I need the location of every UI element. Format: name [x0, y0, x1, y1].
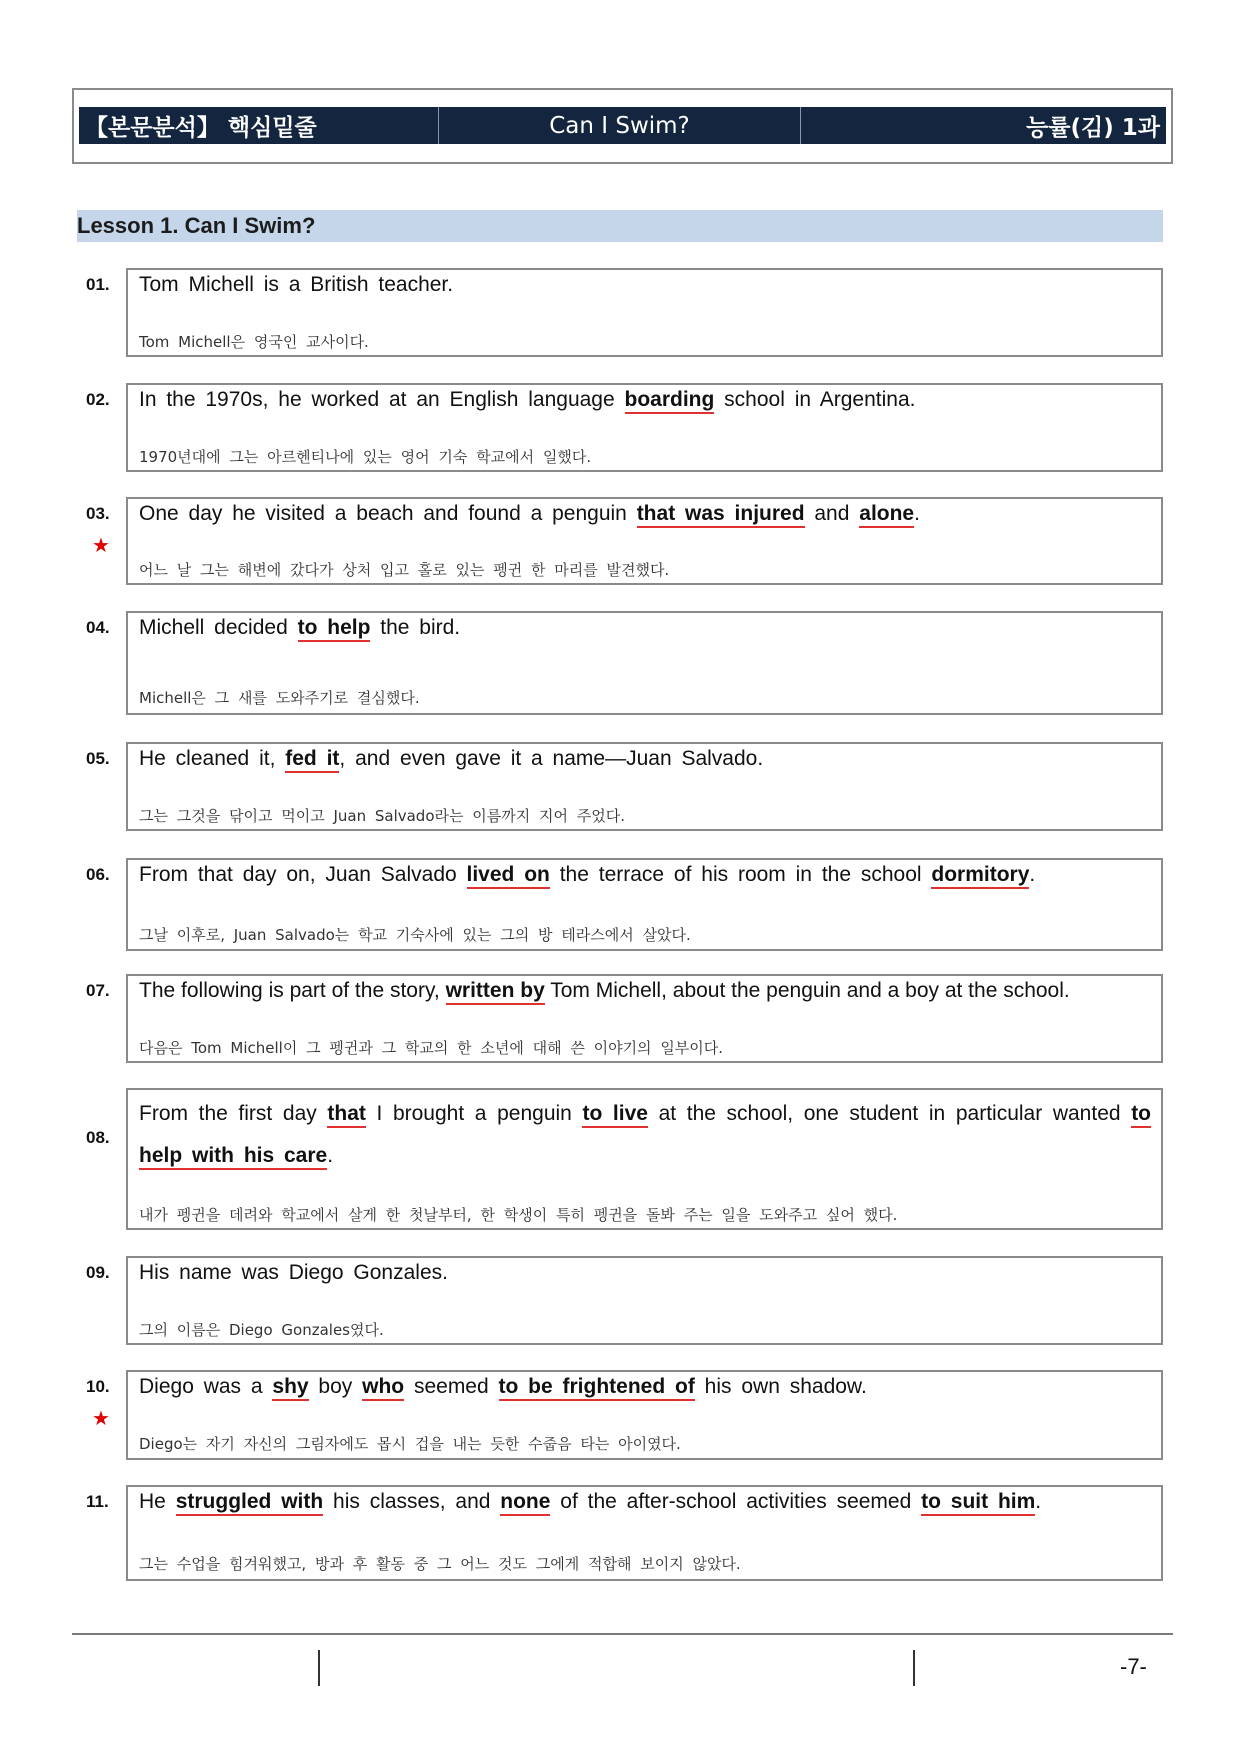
footer-separator [318, 1650, 320, 1686]
korean-translation: 그는 수업을 힘겨워했고, 방과 후 활동 중 그 어느 것도 그에게 적합해 보이지 않았다. [139, 1555, 741, 1573]
item-number: 07. [86, 981, 110, 1000]
header-section: 【본문분석】 핵심밑줄 [79, 107, 439, 144]
sentence-box [126, 1485, 1163, 1581]
korean-translation: 그는 그것을 닦이고 먹이고 Juan Salvado라는 이름까지 지어 주었다. [139, 807, 625, 825]
korean-translation: 그의 이름은 Diego Gonzales였다. [139, 1321, 384, 1339]
english-sentence: Tom Michell is a British teacher. [139, 273, 454, 296]
item-number: 08. [86, 1128, 110, 1147]
sentence-box [126, 497, 1163, 585]
key-phrase: to help [298, 616, 371, 642]
item-number: 02. [86, 390, 110, 409]
sentence-box [126, 1088, 1163, 1230]
item-number: 09. [86, 1263, 110, 1282]
english-sentence: One day he visited a beach and found a penguin that was injured and alone. [139, 502, 1151, 526]
korean-translation: Diego는 자기 자신의 그림자에도 몹시 겁을 내는 듯한 수줍음 타는 아이였다. [139, 1435, 681, 1453]
key-phrase: to help with his care [139, 1102, 1151, 1170]
english-sentence: His name was Diego Gonzales. [139, 1261, 448, 1284]
korean-translation: Tom Michell은 영국인 교사이다. [139, 333, 369, 351]
sentence-box [126, 1370, 1163, 1460]
english-sentence: He cleaned it, fed it, and even gave it a name—Juan Salvado. [139, 747, 1151, 771]
lesson-heading: Lesson 1. Can I Swim? [77, 210, 1163, 242]
english-sentence: From that day on, Juan Salvado lived on the terrace of his room in the school dormitory. [139, 863, 1151, 887]
item-number: 03. [86, 504, 110, 523]
sentence-box [126, 742, 1163, 831]
sentence-box [126, 268, 1163, 357]
star-icon: ★ [92, 1406, 110, 1430]
key-phrase: to live [582, 1102, 647, 1128]
sentence-box [126, 974, 1163, 1063]
item-number: 05. [86, 749, 110, 768]
sentence-box [126, 611, 1163, 715]
english-sentence: Michell decided to help the bird. [139, 616, 1151, 640]
key-phrase: who [362, 1375, 404, 1401]
korean-translation: 어느 날 그는 해변에 갔다가 상처 입고 홀로 있는 펭귄 한 마리를 발견했다. [139, 561, 670, 579]
key-phrase: alone [859, 502, 914, 528]
item-number: 04. [86, 618, 110, 637]
key-phrase: dormitory [931, 863, 1029, 889]
key-phrase: shy [272, 1375, 308, 1401]
key-phrase: lived on [467, 863, 550, 889]
english-sentence: He struggled with his classes, and none of the after-school activities seemed to suit him. [139, 1490, 1151, 1514]
header-lesson-title: Can I Swim? [439, 107, 801, 144]
key-phrase: that was injured [637, 502, 805, 528]
key-phrase: fed it [285, 747, 339, 773]
english-sentence: From the first day that I brought a penguin to live at the school, one student in particular wanted to help with his care. [139, 1093, 1151, 1177]
star-icon: ★ [92, 533, 110, 557]
english-sentence: In the 1970s, he worked at an English language boarding school in Argentina. [139, 388, 1151, 412]
item-number: 10. [86, 1377, 110, 1396]
key-phrase: written by [446, 979, 545, 1005]
sentence-box [126, 383, 1163, 472]
key-phrase: boarding [625, 388, 715, 414]
header-bar [79, 107, 1166, 144]
key-phrase: to suit him [921, 1490, 1035, 1516]
footer-divider [72, 1633, 1173, 1635]
english-sentence: Diego was a shy boy who seemed to be frightened of his own shadow. [139, 1375, 1151, 1399]
header-frame [72, 88, 1173, 164]
key-phrase: that [327, 1102, 366, 1128]
korean-translation: 내가 펭귄을 데려와 학교에서 살게 한 첫날부터, 한 학생이 특히 펭귄을 돌봐 주는 일을 도와주고 싶어 했다. [139, 1206, 898, 1224]
item-number: 11. [86, 1492, 109, 1511]
footer-separator [913, 1650, 915, 1686]
korean-translation: 그날 이후로, Juan Salvado는 학교 기숙사에 있는 그의 방 테라스에서 살았다. [139, 926, 691, 944]
key-phrase: none [500, 1490, 550, 1516]
korean-translation: 1970년대에 그는 아르헨티나에 있는 영어 기숙 학교에서 일했다. [139, 448, 592, 466]
sentence-box [126, 1256, 1163, 1345]
korean-translation: Michell은 그 새를 도와주기로 결심했다. [139, 689, 420, 707]
korean-translation: 다음은 Tom Michell이 그 펭귄과 그 학교의 한 소년에 대해 쓴 이야기의 일부이다. [139, 1039, 724, 1057]
header-textbook: 능률(김) 1과 [1026, 115, 1160, 141]
item-number: 06. [86, 865, 110, 884]
english-sentence: The following is part of the story, written by Tom Michell, about the penguin and a boy at the school. [139, 979, 1151, 1003]
key-phrase: struggled with [176, 1490, 324, 1516]
item-number: 01. [86, 275, 110, 294]
sentence-box [126, 858, 1163, 951]
page-number: -7- [1120, 1654, 1147, 1679]
key-phrase: to be frightened of [499, 1375, 695, 1401]
